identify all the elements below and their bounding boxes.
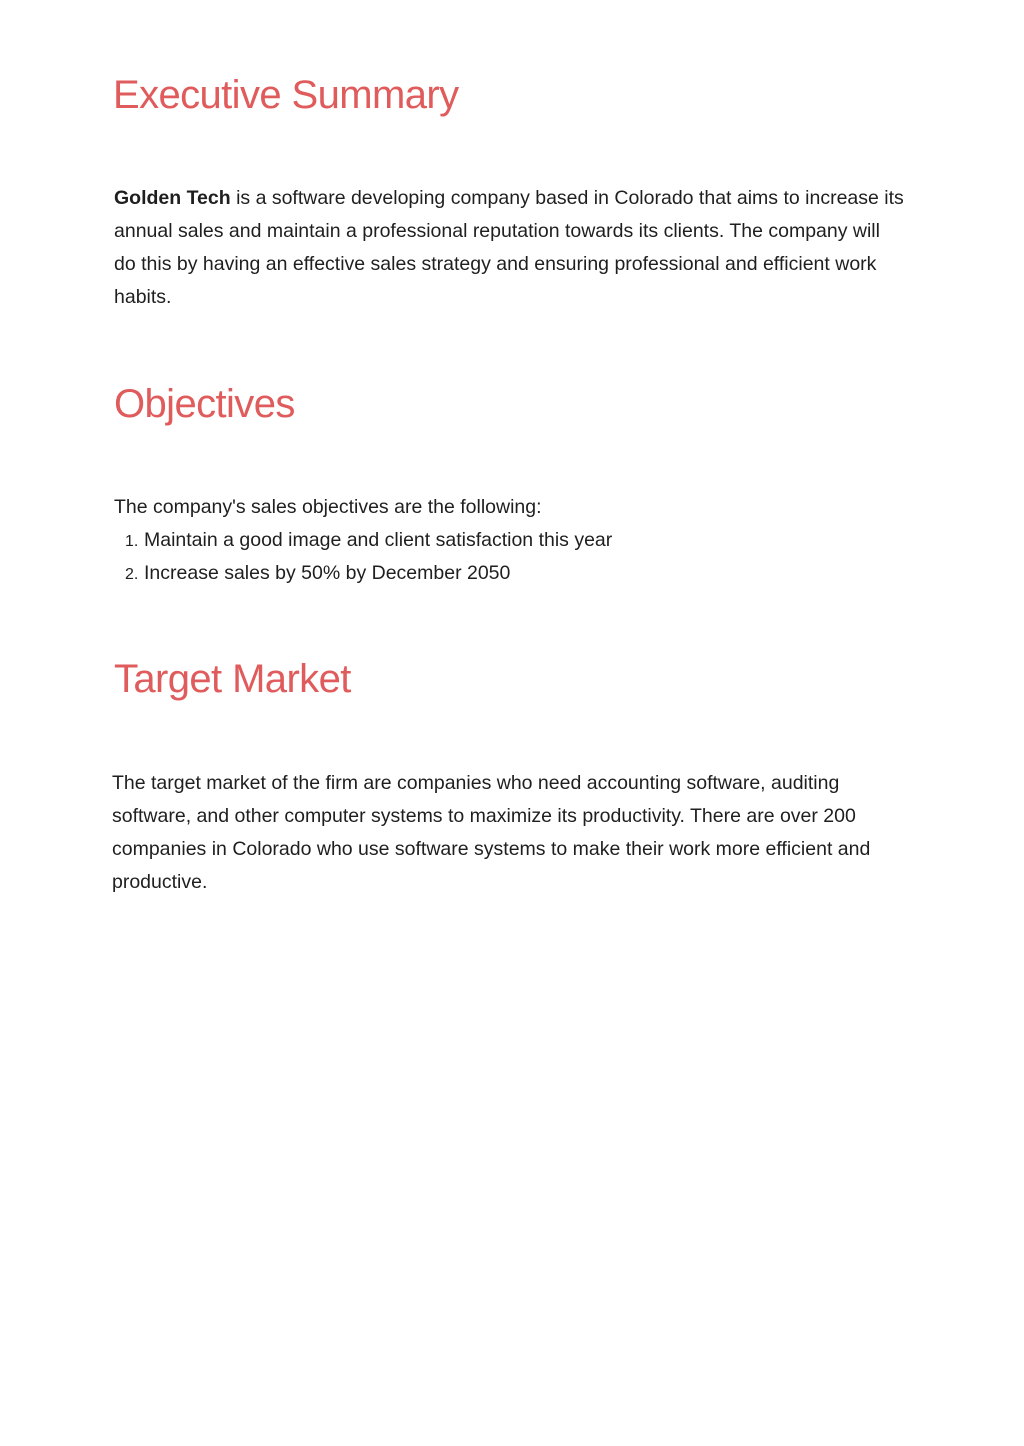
- list-item: [114, 524, 612, 557]
- list-item-text: Increase sales by 50% by December 2050: [144, 562, 511, 584]
- executive-summary-text: is a software developing company based in Colorado that aims to increase its annual sales and maintain a professional reputation towards its clients. The company will do this by having an effective sales strategy and ensuring professional and efficient work habits.: [114, 187, 904, 308]
- executive-summary-heading: Executive Summary: [113, 73, 459, 117]
- list-item-text: Maintain a good image and client satisfaction this year: [144, 529, 613, 551]
- target-market-heading: Target Market: [114, 657, 351, 701]
- list-item: [114, 557, 612, 590]
- executive-summary-paragraph: [114, 182, 904, 314]
- company-name: Golden Tech: [114, 187, 231, 209]
- target-market-paragraph: The target market of the firm are companies who need accounting software, auditing software, and other computer systems to maximize its productivity. There are over 200 companies in Colorado who use software systems to make their work more efficient and productive.: [112, 772, 871, 893]
- objectives-list: [114, 524, 612, 590]
- objectives-intro: The company's sales objectives are the following:: [114, 496, 542, 518]
- objectives-heading: Objectives: [114, 382, 295, 426]
- list-item-number: 1.: [125, 533, 139, 550]
- list-item-number: 2.: [125, 566, 139, 583]
